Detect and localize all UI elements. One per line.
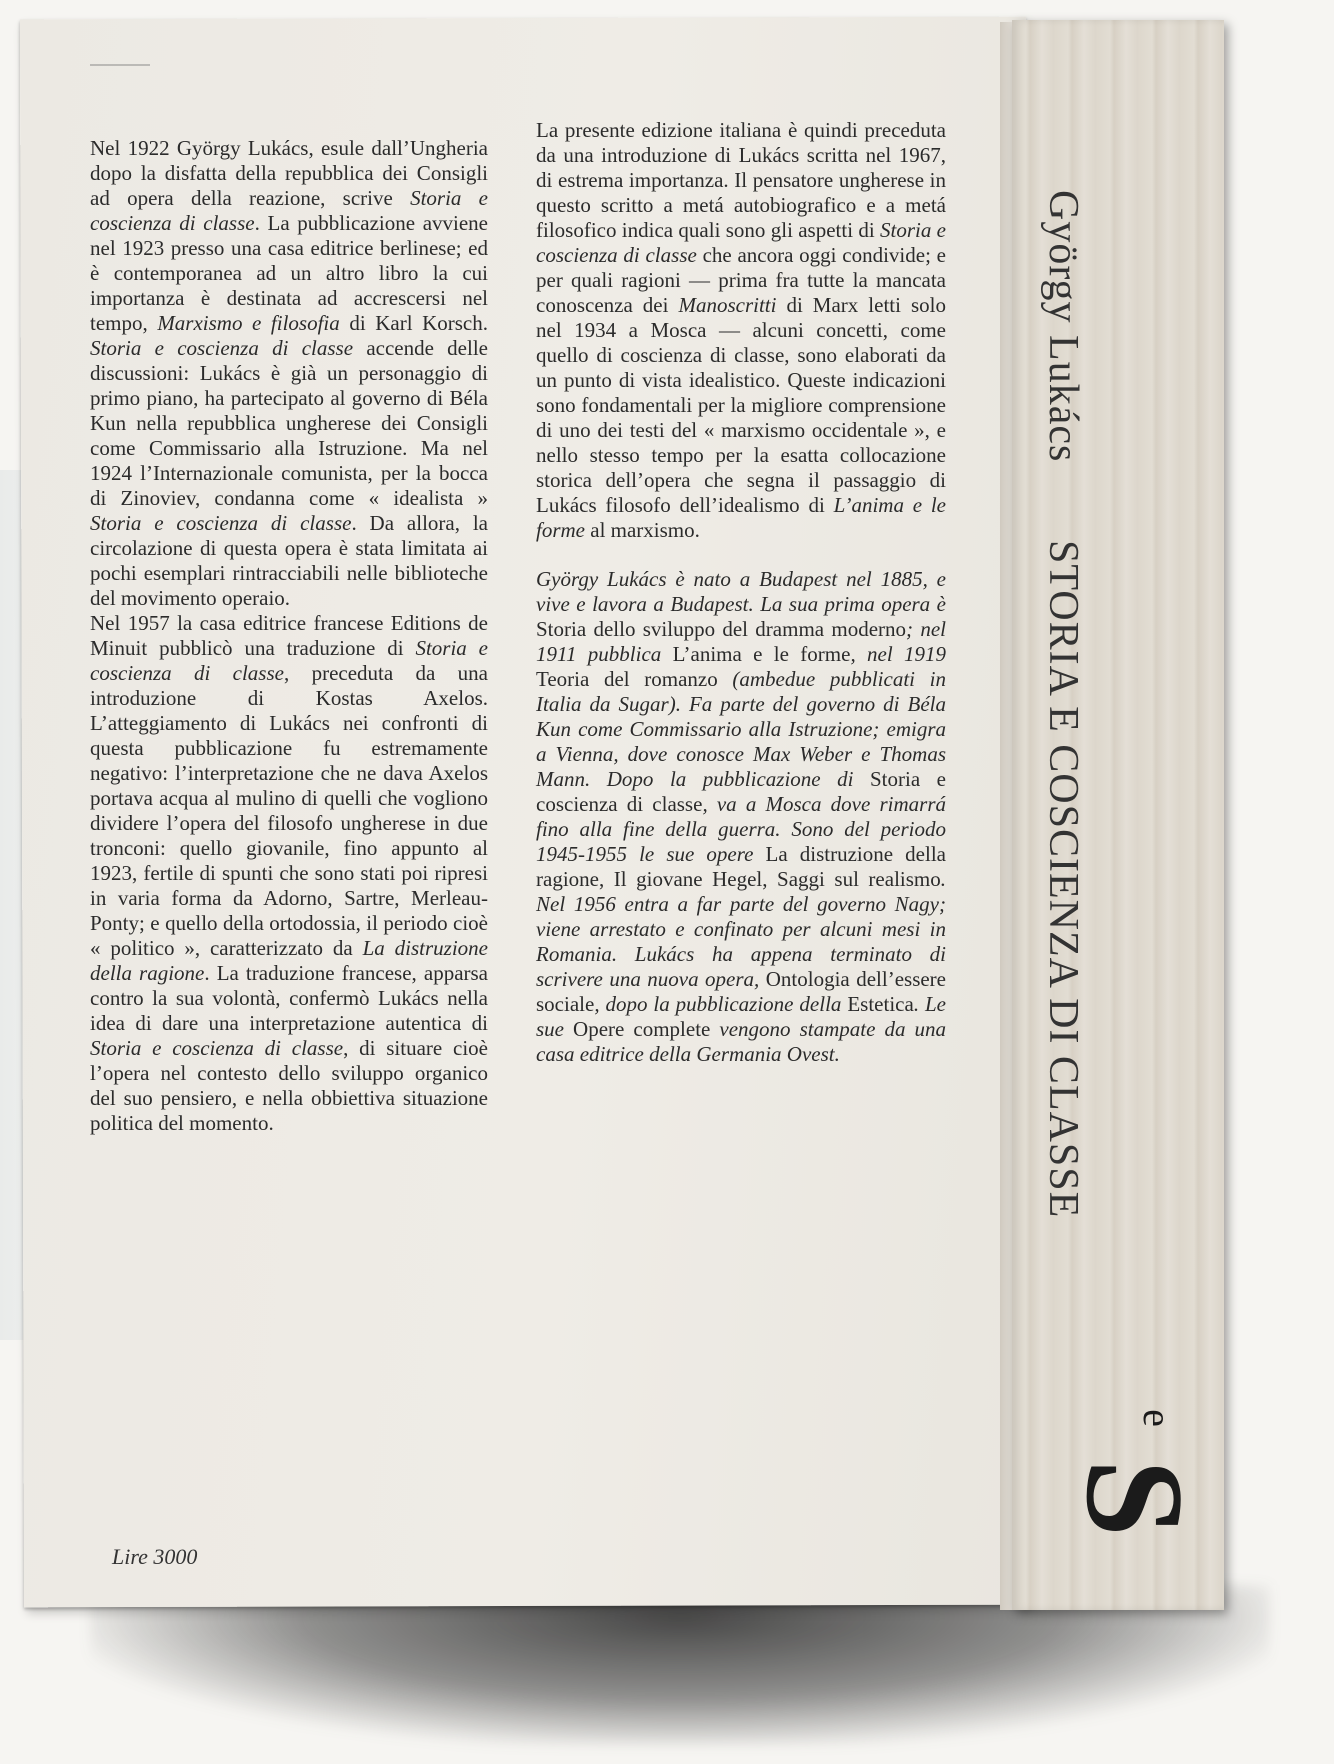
bio-run: György Lukács è nato a Budapest nel 1885, e vive e lavora a Budapest. La sua prima opera è: [536, 567, 946, 616]
left-column-run: accende delle discussioni: Lukács è già un personaggio di primo piano, ha partecipato al governo di Béla Kun nella repubblica ungherese dei Consigli come Commissario alla Istruzione. Ma nel 1924 l’Internazionale comunista, per la bocca di Zinoviev, condanna come « idealista »: [90, 336, 488, 510]
bio-run: , va a Mosca dove rimarrá fino alla fine della guerra. Sono del periodo 1945-1955 le sue opere: [536, 792, 947, 866]
bio-run: Storia e coscienza di classe: [536, 767, 947, 816]
bio-run: Storia dello sviluppo del dramma moderno: [536, 617, 907, 641]
right-column-text: [536, 118, 946, 1067]
bio-run: . Nel 1956 entra a far parte del governo Nagy; viene arrestato e confinato per alcuni mesi in Romania. Lukács ha appena terminato di scrivere una nuova opera,: [536, 867, 946, 991]
bio-run: Ontologia dell’essere sociale: [536, 967, 946, 1016]
publisher-logo-s: S: [1057, 1459, 1212, 1537]
left-column-run: , preceduta da una introduzione di Kostas Axelos. L’atteggiamento di Lukács nei confronti di questa pubblicazione fu estremamente negativo: l’interpretazione che ne dava Axelos portava acqua al mulino di quelli che vogliono dividere l’opera del filosofo ungherese in due tronconi: quello giovanile, fino appunto al 1923, fertile di spunti che sono stati poi ripresi in varia forma da Adorno, Sartre, Merleau-Ponty; e quello della ortodossia, il periodo cioè « politico », caratterizzato da: [90, 661, 488, 960]
right-column-run: La presente edizione italiana è quindi preceduta da una introduzione di Lukács scritta nel 1967, di estrema importanza. Il pensatore ungherese in questo scritto a metá autobiografico e a metá filosofico indica quali sono gli aspetti di: [536, 118, 946, 242]
right-column-paragraph: [536, 118, 946, 543]
bio-run: , dopo la pubblicazione della: [594, 992, 848, 1016]
cover-mark: [90, 64, 150, 66]
price-label: Lire 3000: [112, 1544, 198, 1569]
left-column-paragraphs: [90, 136, 488, 1136]
right-column-run: che ancora oggi condivide; e per quali ragioni — prima fra tutte la mancata conoscenza dei: [536, 243, 946, 317]
left-column-run: . La pubblicazione avviene nel 1923 presso una casa editrice berlinese; ed è contemporanea ad un altro libro la cui importanza è destinata ad accrescersi nel tempo,: [90, 211, 489, 335]
right-column-run: L’anima e le forme: [536, 493, 946, 542]
left-column-run: . Da allora, la circolazione di questa opera è stata limitata ai pochi esemplari rintracciabili nelle biblioteche del movimento operaio.: [90, 511, 488, 610]
bio-run: , nel 1919: [850, 642, 947, 666]
left-column-run: Storia e coscienza di classe: [90, 511, 352, 535]
bio-run: ; nel 1911 pubblica: [536, 617, 946, 666]
author-biography: [536, 567, 946, 1067]
left-column-run: Nel 1922 György Lukács, esule dall’Ungheria dopo la disfatta della repubblica dei Consigli ad opera della reazione, scrive: [90, 136, 488, 210]
left-column-run: Storia e coscienza di classe: [90, 1036, 344, 1060]
left-column-run: Storia e coscienza di classe: [90, 636, 488, 685]
bio-run: L’anima e le forme: [672, 642, 851, 666]
bio-run: La distruzione della ragione, Il giovane Hegel, Saggi sul realismo: [536, 842, 946, 891]
left-column-run: . La traduzione francese, apparsa contro la sua volontà, confermò Lukács nella idea di dare una interpretazione autentica di: [90, 961, 488, 1035]
left-column-run: di Karl Korsch.: [339, 311, 488, 335]
bio-run: Opere complete: [573, 1017, 711, 1041]
bio-run: (ambedue pubblicati in Italia da Sugar). Fa parte del governo di Béla Kun come Commissario alla Istruzione; emigra a Vienna, dove conosce Max Weber e Thomas Mann. Dopo la pubblicazione di: [536, 667, 946, 791]
bio-run: . Le sue: [536, 992, 946, 1041]
right-column-run: Manoscritti: [678, 293, 777, 317]
left-column-run: Storia e coscienza di classe: [90, 336, 354, 360]
bio-run: vengono stampate da una casa editrice della Germania Ovest.: [536, 1017, 946, 1066]
right-column-run: al marxismo.: [585, 518, 700, 542]
left-column-run: La distruzione della ragione: [90, 936, 488, 985]
left-column-text: [90, 136, 488, 1136]
bio-run: Estetica: [847, 992, 914, 1016]
left-column-run: Nel 1957 la casa editrice francese Editions de Minuit pubblicò una traduzione di: [90, 611, 488, 660]
left-column-run: Marxismo e filosofia: [157, 311, 340, 335]
bio-run: Teoria del romanzo: [536, 667, 718, 691]
left-column-run: Storia e coscienza di classe: [90, 186, 488, 235]
spine-title: STORIA E COSCIENZA DI CLASSE: [1040, 540, 1086, 1219]
publisher-logo-e: e: [1134, 1409, 1180, 1427]
spine-author: György Lukács: [1040, 190, 1086, 463]
right-column-run: di Marx letti solo nel 1934 a Mosca — alcuni concetti, come quello di coscienza di classe, sono elaborati da un punto di vista idealistico. Queste indicazioni sono fondamentali per la migliore comprensione di uno dei testi del « marxismo occidentale », e nello stesso tempo per la esatta collocazione storica dell’opera che segna il passaggio di Lukács filosofo dell’idealismo di: [536, 293, 946, 517]
right-column-run: Storia e coscienza di classe: [536, 218, 946, 267]
left-column-run: , di situare cioè l’opera nel contesto dello sviluppo organico del suo pensiero, e nella obbiettiva situazione politica del momento.: [90, 1036, 488, 1135]
